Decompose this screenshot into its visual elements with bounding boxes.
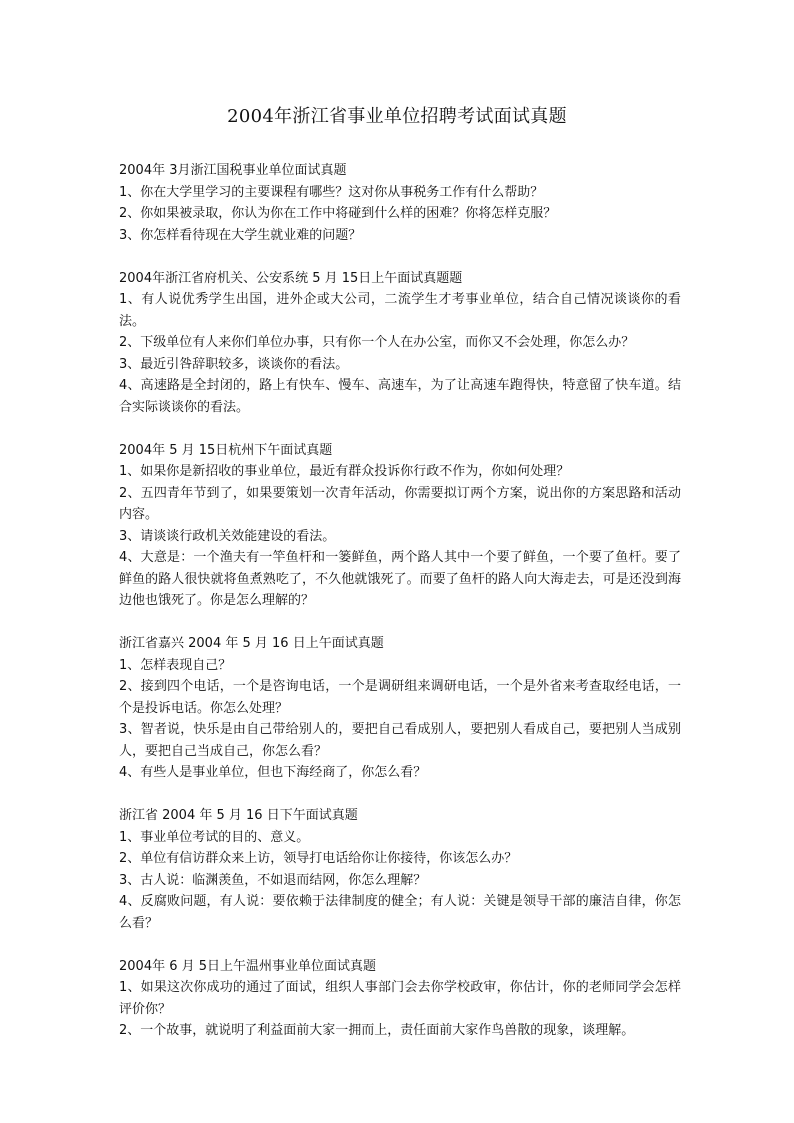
exam-section [119, 805, 681, 934]
question-item: 2、单位有信访群众来上访，领导打电话给你让你接待，你该怎么办？ [119, 851, 518, 866]
question-item: 3、古人说：临渊羡鱼，不如退而结网，你怎么理解？ [119, 872, 427, 888]
question-item: 3、最近引咎辞职较多，谈谈你的看法。 [119, 356, 349, 372]
question-item: 1、怎样表现自己？ [119, 657, 232, 673]
section-heading: 2004年浙江省府机关、公安系统 5 月 15日上午面试真题题 [119, 270, 463, 286]
question-item: 2、下级单位有人来你们单位办事，只有你一个人在办公室，而你又不会处理，你怎么办？ [119, 335, 635, 350]
section-heading: 浙江省嘉兴 2004 年 5 月 16 日上午面试真题 [119, 636, 384, 651]
exam-section [119, 440, 681, 612]
question-item: 4、大意是：一个渔夫有一竿鱼杆和一篓鲜鱼，两个路人其中一个要了鲜鱼，一个要了鱼杆。要了鲜鱼的路人很快就将鱼煮熟吃了，不久他就饿死了。而要了鱼杆的路人向大海走去，可是还没到海边他也饿死了。你是怎么理解的？ [119, 550, 681, 608]
question-item: 4、高速路是全封闭的，路上有快车、慢车、高速车，为了让高速车跑得快，特意留了快车道。结合实际谈谈你的看法。 [119, 378, 681, 415]
document-title: 2004年浙江省事业单位招聘考试面试真题 [227, 106, 567, 127]
question-item: 1、你在大学里学习的主要课程有哪些？这对你从事税务工作有什么帮助？ [119, 184, 544, 200]
exam-section [119, 268, 681, 419]
document-body [119, 160, 681, 1063]
exam-section [119, 956, 681, 1042]
question-item: 1、如果你是新招收的事业单位，最近有群众投诉你行政不作为，你如何处理？ [119, 464, 570, 479]
exam-section [119, 633, 681, 784]
question-item: 1、有人说优秀学生出国，进外企或大公司，二流学生才考事业单位，结合自己情况谈谈你的看法。 [119, 292, 681, 329]
question-item: 1、事业单位考试的目的、意义。 [119, 829, 310, 845]
question-item: 2、你如果被录取，你认为你在工作中将碰到什么样的困难？你将怎样克服？ [119, 206, 557, 221]
question-item: 2、五四青年节到了，如果要策划一次青年活动，你需要拟订两个方案，说出你的方案思路和活动内容。 [119, 485, 681, 522]
section-heading: 2004年 5 月 15日杭州下午面试真题 [119, 442, 333, 458]
question-item: 2、接到四个电话，一个是咨询电话，一个是调研组来调研电话，一个是外省来考查取经电话，一个是投诉电话。你怎么处理？ [119, 679, 681, 716]
question-item: 4、有些人是事业单位，但也下海经商了，你怎么看？ [119, 765, 427, 780]
section-heading: 浙江省 2004 年 5 月 16 日下午面试真题 [119, 808, 358, 823]
section-heading: 2004年 6 月 5日上午温州事业单位面试真题 [119, 958, 377, 974]
question-item: 4、反腐败问题，有人说：要依赖于法律制度的健全；有人说：关键是领导干部的廉洁自律，你怎么看？ [119, 894, 681, 931]
question-item: 3、请谈谈行政机关效能建设的看法。 [119, 528, 336, 544]
question-item: 2、一个故事，就说明了利益面前大家一拥而上，责任面前大家作鸟兽散的现象，谈理解。 [119, 1023, 635, 1038]
exam-section [119, 160, 681, 246]
question-item: 3、你怎样看待现在大学生就业难的问题？ [119, 227, 362, 243]
question-item: 1、如果这次你成功的通过了面试，组织人事部门会去你学校政审，你估计，你的老师同学会怎样评价你？ [119, 980, 681, 1017]
section-heading: 2004年 3月浙江国税事业单位面试真题 [119, 163, 347, 178]
question-item: 3、智者说，快乐是由自己带给别人的，要把自己看成别人，要把别人看成自己，要把别人当成别人，要把自己当成自己，你怎么看？ [119, 722, 681, 759]
